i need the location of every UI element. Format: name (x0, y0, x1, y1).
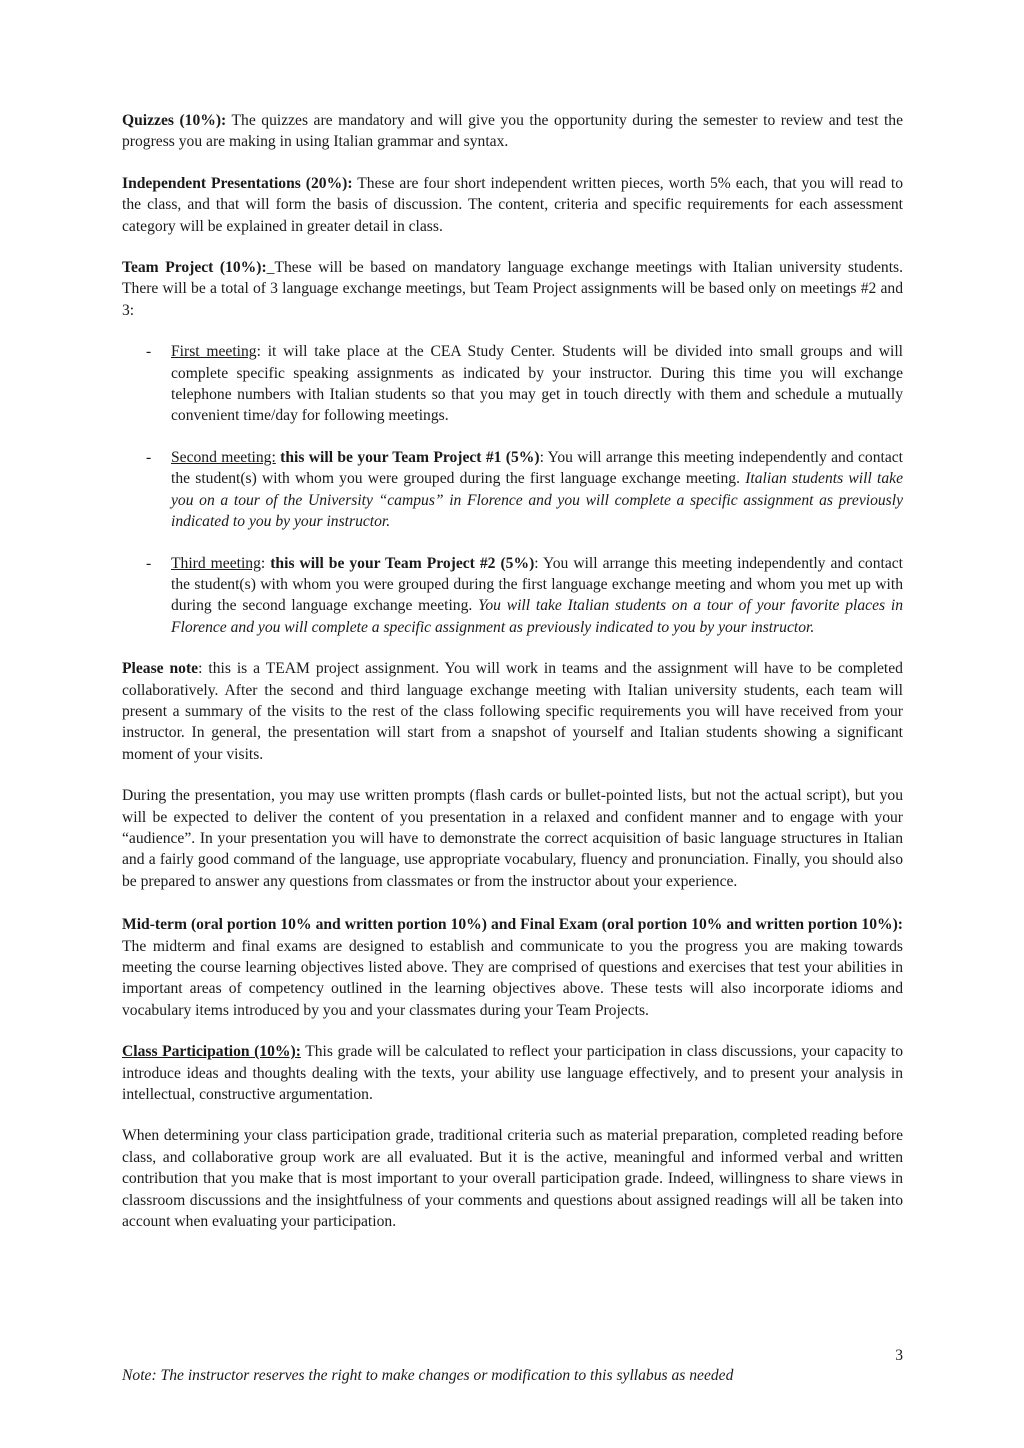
participation-heading: Class Participation (10%): (122, 1043, 301, 1061)
meeting-title: First meeting (171, 343, 257, 361)
list-dash: - (146, 554, 152, 572)
meeting-italic: You will take Italian students on a tour of your favorite places in Florence and you will complete a specific assignment as previously indicated to you by your instructor. (171, 597, 903, 636)
quizzes-text: The quizzes are mandatory and will give you the opportunity during the semester to review and test the progress you are making in using Italian grammar and syntax. (122, 112, 903, 151)
meeting-bold: this will be your Team Project #2 (5%) (265, 554, 535, 572)
meeting-item-first (122, 341, 903, 427)
exams-text: The midterm and final exams are designed to establish and communicate to you the progress you are making towards meeting the course learning objectives listed above. They are comprised of questions and exercises that test your abilities in important areas of competency outlined in the learning objectives above. These tests will also incorporate idioms and vocabulary items introduced by you and your classmates during your Team Projects. (122, 937, 903, 1019)
page-number: 3 (895, 1347, 903, 1364)
meeting-item-second (122, 447, 903, 533)
presentations-paragraph (122, 173, 903, 237)
exams-paragraph (122, 914, 903, 1021)
team-project-paragraph (122, 257, 903, 321)
meeting-italic: Italian students will take you on a tour of the University “campus” in Florence and you will complete a specific assignment as previously indicated to you by your instructor. (171, 470, 903, 531)
meeting-title: Second meeting: (171, 448, 276, 466)
footer-note: Note: The instructor reserves the right to make changes or modification to this syllabus as needed (122, 1367, 734, 1384)
meeting-item-third (122, 553, 903, 639)
meeting-text: : You will arrange this meeting independently and contact the student(s) with whom you were grouped during the first language exchange meeting. (171, 448, 904, 488)
please-note-heading: Please note (122, 660, 199, 678)
please-note-text: : this is a TEAM project assignment. You will work in teams and the assignment will have to be completed collaboratively. After the second and third language exchange meeting with Italian university students, each team will present a summary of the visits to the rest of the class following specific requirements you will have received from your instructor. In general, the presentation will start from a snapshot of yourself and Italian students showing a significant moment of your visits. (122, 660, 903, 763)
team-project-underscore: _ (266, 259, 275, 277)
page-content (122, 110, 903, 1252)
participation-grade-paragraph: When determining your class participation grade, traditional criteria such as material preparation, completed reading before class, and collaborative group work are all evaluated. But it is the active, meaningful and informed verbal and written contribution that you make that is most important to your overall participation grade. Indeed, willingness to share views in classroom discussions and the insightfulness of your comments and questions about assigned readings will all be taken into account when evaluating your participation. (122, 1127, 903, 1231)
quizzes-paragraph (122, 110, 903, 153)
presentation-guidelines-paragraph: During the presentation, you may use written prompts (flash cards or bullet-pointed lists, but not the actual script), but you will be expected to deliver the content of you presentation in a relaxed and confident manner and to engage with your “audience”. In your presentation you will have to demonstrate the correct acquisition of basic language structures in Italian and a fairly good command of the language, use appropriate vocabulary, fluency and pronunciation. Finally, you should also be prepared to answer any questions from classmates or from the instructor about your experience. (122, 787, 903, 890)
list-dash: - (146, 448, 152, 466)
presentations-heading: Independent Presentations (20%): (122, 174, 353, 192)
meeting-text: : You will arrange this meeting independently and contact the student(s) with whom you were grouped during the first language exchange meeting and whom you met up with during the second language exchange meeting. (171, 554, 903, 615)
meeting-colon: : (256, 343, 261, 361)
exams-heading: Mid-term (oral portion 10% and written portion 10%) and Final Exam (oral portion 10% and written portion 10%): (122, 916, 903, 934)
please-note-paragraph (122, 658, 903, 765)
meetings-list (122, 341, 903, 638)
meeting-colon: : (260, 554, 266, 572)
meeting-text: it will take place at the CEA Study Center. Students will be divided into small groups and will complete specific speaking assignments as indicated by your instructor. During this time you will exchange telephone numbers with Italian students so that you may get in touch directly with them and schedule a mutually convenient time/day for following meetings. (171, 343, 903, 425)
participation-text: This grade will be calculated to reflect your participation in class discussions, your capacity to introduce ideas and thoughts dealing with the texts, your ability use language effectively, and to present your analysis in intellectual, constructive argumentation. (122, 1043, 904, 1104)
quizzes-heading: Quizzes (10%): (122, 112, 227, 129)
team-project-heading: Team Project (10%): (122, 259, 267, 277)
list-dash: - (146, 343, 152, 361)
participation-paragraph (122, 1041, 903, 1105)
team-project-text: These will be based on mandatory language exchange meetings with Italian university students. There will be a total of 3 language exchange meetings, but Team Project assignments will be based only on meetings #2 and 3: (122, 259, 903, 319)
presentations-text: These are four short independent written pieces, worth 5% each, that you will read to the class, and that will form the basis of discussion. The content, criteria and specific requirements for each assessment category will be explained in greater detail in class. (122, 174, 903, 235)
meeting-bold: this will be your Team Project #1 (5%) (275, 448, 540, 466)
meeting-title: Third meeting (171, 554, 261, 572)
